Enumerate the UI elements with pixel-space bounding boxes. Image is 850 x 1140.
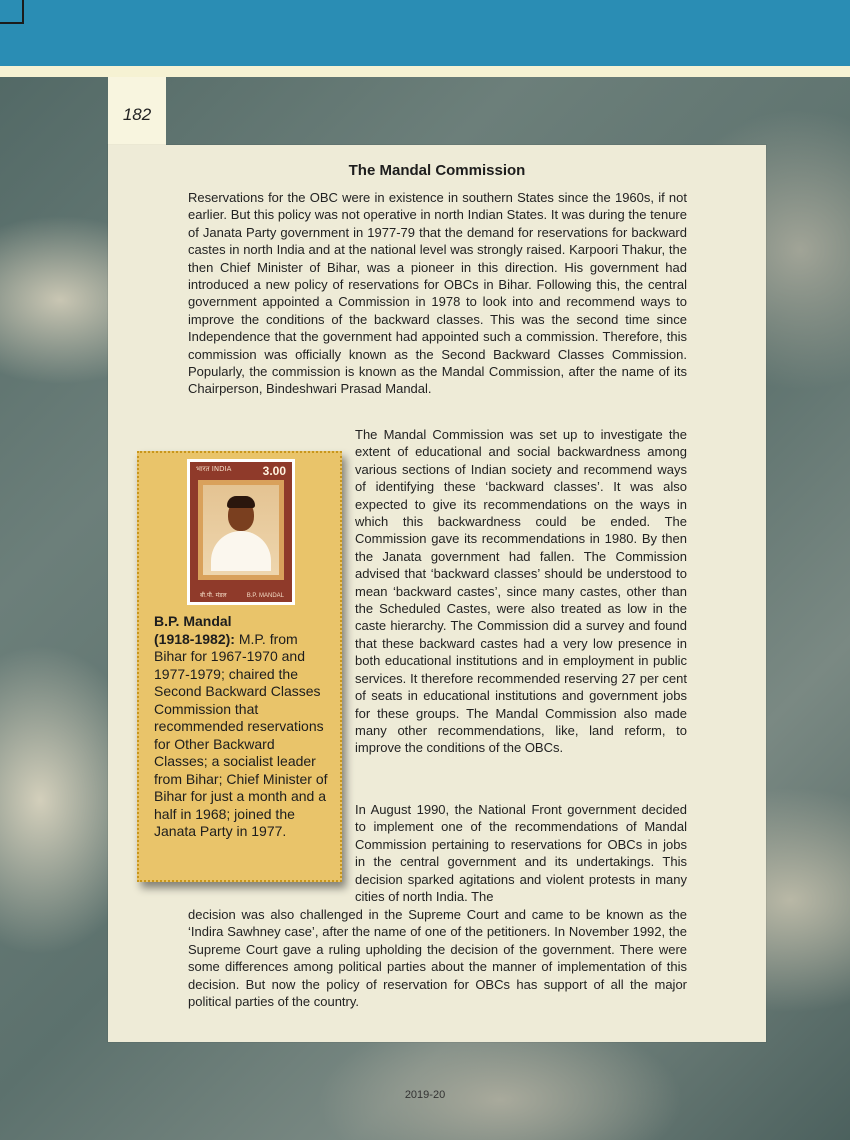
portrait-image (203, 485, 279, 575)
profile-text (154, 613, 330, 841)
crop-mark (0, 0, 24, 24)
paragraph-2: The Mandal Commission was set up to investigate the extent of educational and social backwardness among various sections of Indian society and recommend ways of identifying these ‘backward classes’. It was also expected to give its recommendations on the ways in which this backwardness could be ended. The Commission gave its recommendations in 1980. By then the Janata government had fallen. The Commission advised that ‘backward classes’ should be understood to mean ‘backward castes’, since many castes, other than the Scheduled Castes, were also treated as low in the caste hierarchy. The Commission did a survey and found that these backward castes had a very low presence in both educational institutions and in employment in public services. It therefore recommended reserving 27 per cent of seats in educational institutions and government jobs for these groups. The Mandal Commission also made many other recommendations, like, land reform, to improve the conditions of the OBCs. (355, 427, 687, 756)
stamp-caption-english: B.P. MANDAL (246, 593, 284, 599)
profile-name: B.P. Mandal (154, 613, 232, 629)
stamp-value: 3.00 (262, 464, 286, 478)
header-stripe (0, 66, 850, 77)
page-number: 182 (122, 105, 152, 124)
bp-mandal-profile-card (137, 451, 342, 882)
page-number-tab (108, 77, 166, 145)
profile-description: M.P. from Bihar for 1967-1970 and 1977-1979; chaired the Second Backward Classes Commission that recommended reservations for Other Backward Classes; a socialist leader from Bihar; Chief Minister of Bihar for just a month and a half in 1968; joined the Janata Party in 1977. (154, 630, 328, 839)
footer-year: 2019-20 (404, 1089, 446, 1101)
paragraph-3-part-1: In August 1990, the National Front government decided to implement one of the recommendations of Mandal Commission pertaining to reservations for OBCs in jobs in the central government and its undertakings. This decision sparked agitations and violent protests in many cities of north India. The (355, 802, 687, 905)
stamp-portrait-frame (198, 480, 284, 580)
postage-stamp-image (187, 459, 295, 605)
paragraph-3-part-2: decision was also challenged in the Supreme Court and came to be known as the ‘Indira Sawhney case’, after the name of one of the petitioners. In November 1992, the Supreme Court gave a ruling upholding the decision of the government. There were some differences among political parties about the manner of implementation of this decision. But now the policy of reservation for OBCs has support of all the major political parties of the country. (188, 907, 687, 1010)
box-title: The Mandal Commission (348, 162, 526, 179)
profile-years: (1918-1982): (154, 630, 235, 647)
top-banner (0, 0, 850, 66)
stamp-country-label: भारत INDIA (196, 465, 232, 473)
paragraph-1: Reservations for the OBC were in existence in southern States since the 1960s, if not earlier. But this policy was not operative in north Indian States. It was during the tenure of Janata Party government in 1977-79 that the demand for reservations for backward castes in north India and at the national level was strongly raised. Karpoori Thakur, the then Chief Minister of Bihar, was a pioneer in this direction. His government had introduced a new policy of reservations for OBCs in Bihar. Following this, the central government appointed a Commission in 1978 to look into and recommend ways to improve the conditions of the backward classes. This was the second time since Independence that the government had appointed such a commission. Therefore, this commission was officially known as the Second Backward Classes Commission. Popularly, the commission is known as the Mandal Commission, after the name of its Chairperson, Bindeshwari Prasad Mandal. (188, 190, 687, 397)
stamp-caption-hindi: बी.पी. मंडल (200, 592, 227, 599)
